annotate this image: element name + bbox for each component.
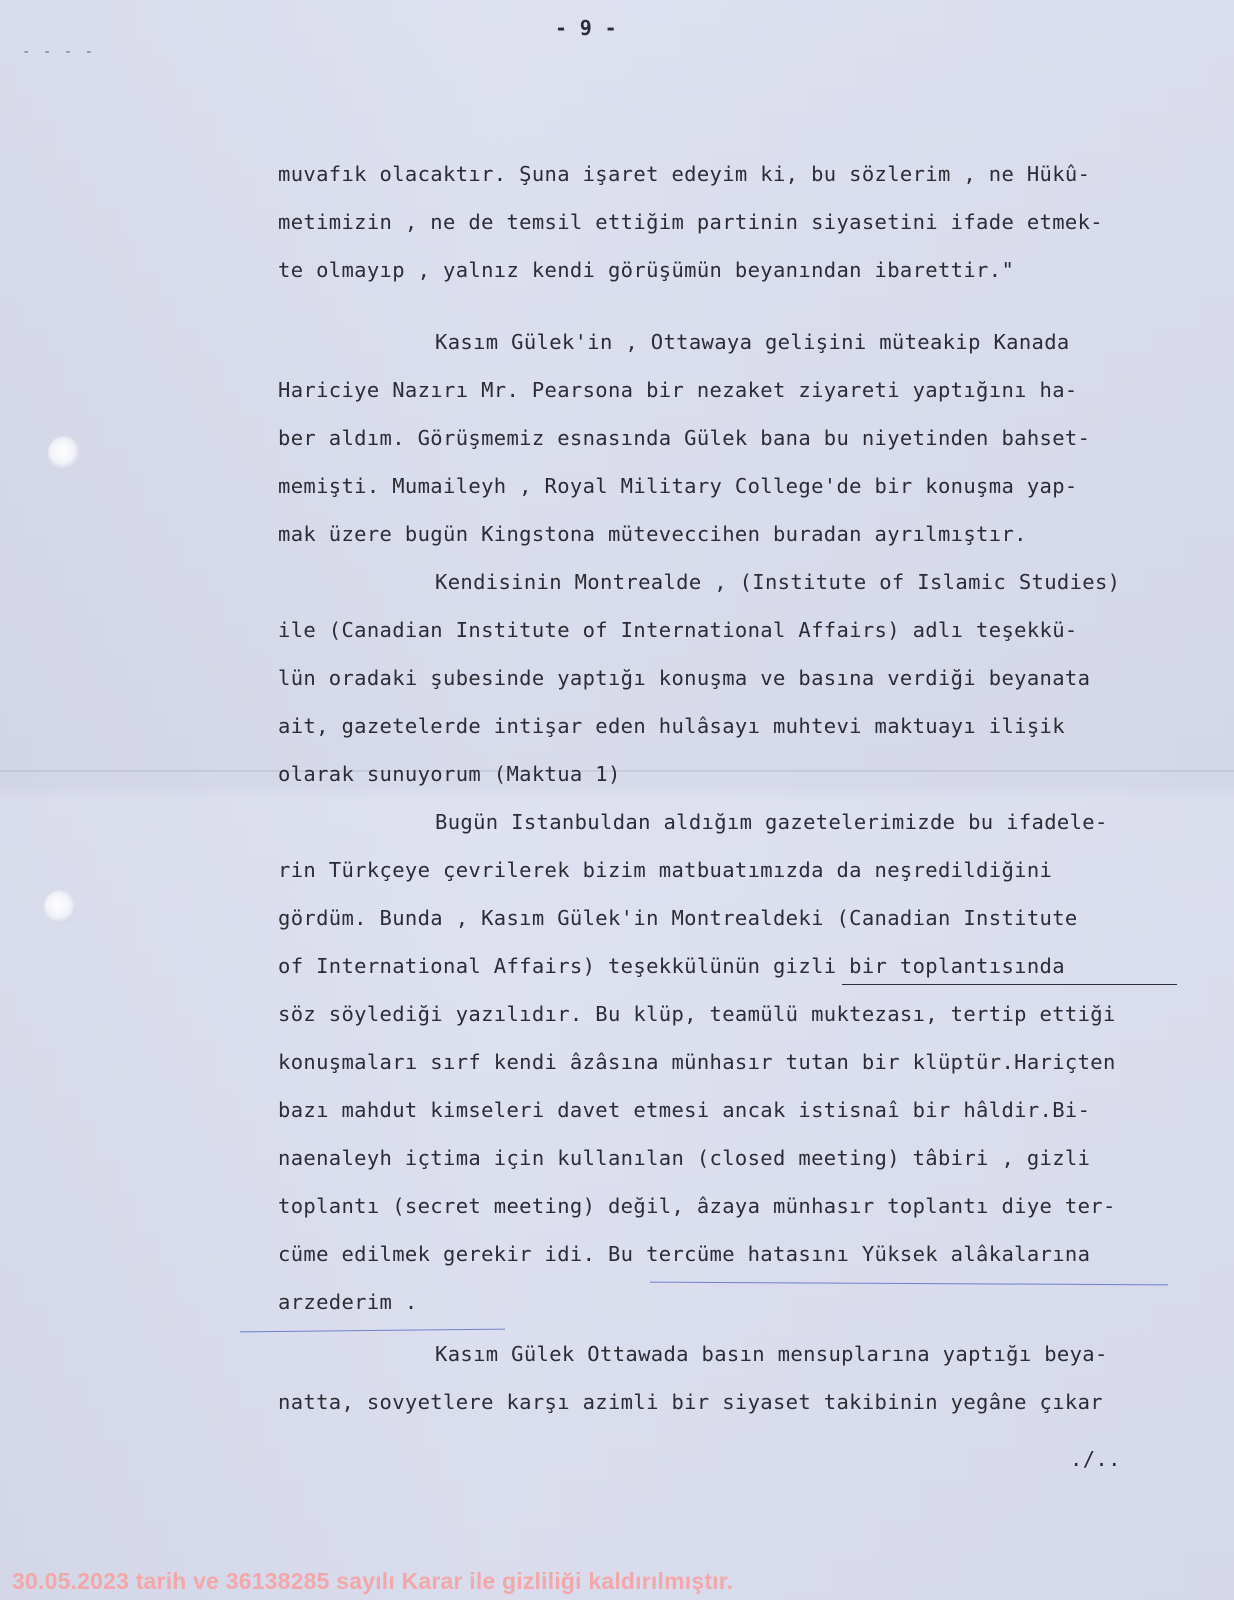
punch-hole-top bbox=[48, 436, 80, 470]
page-number: - 9 - bbox=[555, 16, 617, 40]
text-line: ber aldım. Görüşmemiz esnasında Gülek bana bu niyetinden bahset- bbox=[278, 426, 1091, 450]
continuation-mark: ./.. bbox=[1070, 1447, 1121, 1471]
text-line: cüme edilmek gerekir idi. Bu tercüme hatasını Yüksek alâkalarına bbox=[278, 1242, 1091, 1266]
text-line: Bugün Istanbuldan aldığım gazetelerimizde bu ifadele- bbox=[435, 810, 1108, 834]
text-line: ait, gazetelerde intişar eden hulâsayı muhtevi maktuayı ilişik bbox=[278, 714, 1065, 738]
text-line: toplantı (secret meeting) değil, âzaya münhasır toplantı diye ter- bbox=[278, 1194, 1116, 1218]
declassification-stamp: 30.05.2023 tarih ve 36138285 sayılı Karar ile gizliliği kaldırılmıştır. bbox=[12, 1568, 734, 1594]
text-line: rin Türkçeye çevrilerek bizim matbuatımızda da neşredildiğini bbox=[278, 858, 1053, 882]
text-line: söz söylediği yazılıdır. Bu klüp, teamülü muktezası, tertip ettiği bbox=[278, 1002, 1116, 1026]
text-line: natta, sovyetlere karşı azimli bir siyaset takibinin yegâne çıkar bbox=[278, 1390, 1103, 1414]
text-line: metimizin , ne de temsil ettiğim partinin siyasetini ifade etmek- bbox=[278, 210, 1103, 234]
text-line: ile (Canadian Institute of International Affairs) adlı teşekkü- bbox=[278, 618, 1078, 642]
text-line: muvafık olacaktır. Şuna işaret edeyim ki, bu sözlerim , ne Hükû- bbox=[278, 162, 1091, 186]
text-line: lün oradaki şubesinde yaptığı konuşma ve basına verdiği beyanata bbox=[278, 666, 1091, 690]
punch-hole-bottom bbox=[44, 890, 76, 924]
typed-underline bbox=[842, 984, 1177, 985]
text-line: of International Affairs) teşekkülünün gizli bir toplantısında bbox=[278, 954, 1065, 978]
margin-mark: - - - - bbox=[22, 44, 96, 60]
text-line: bazı mahdut kimseleri davet etmesi ancak istisnaî bir hâldir.Bi- bbox=[278, 1098, 1091, 1122]
text-line: konuşmaları sırf kendi âzâsına münhasır tutan bir klüptür.Hariçten bbox=[278, 1050, 1116, 1074]
text-line: Kasım Gülek Ottawada basın mensuplarına yaptığı beya- bbox=[435, 1342, 1108, 1366]
text-line: naenaleyh içtima için kullanılan (closed meeting) tâbiri , gizli bbox=[278, 1146, 1091, 1170]
text-line: olarak sunuyorum (Maktua 1) bbox=[278, 762, 621, 786]
text-line: memişti. Mumaileyh , Royal Military College'de bir konuşma yap- bbox=[278, 474, 1078, 498]
text-line: Hariciye Nazırı Mr. Pearsona bir nezaket ziyareti yaptığını ha- bbox=[278, 378, 1078, 402]
text-line: Kendisinin Montrealde , (Institute of Islamic Studies) bbox=[435, 570, 1121, 594]
ink-underline-2 bbox=[240, 1329, 505, 1333]
text-line: arzederim . bbox=[278, 1290, 418, 1314]
text-line: te olmayıp , yalnız kendi görüşümün beyanından ibarettir." bbox=[278, 258, 1015, 282]
text-line: gördüm. Bunda , Kasım Gülek'in Montrealdeki (Canadian Institute bbox=[278, 906, 1078, 930]
ink-underline-1 bbox=[650, 1282, 1168, 1286]
text-line: Kasım Gülek'in , Ottawaya gelişini müteakip Kanada bbox=[435, 330, 1070, 354]
text-line: mak üzere bugün Kingstona müteveccihen buradan ayrılmıştır. bbox=[278, 522, 1027, 546]
